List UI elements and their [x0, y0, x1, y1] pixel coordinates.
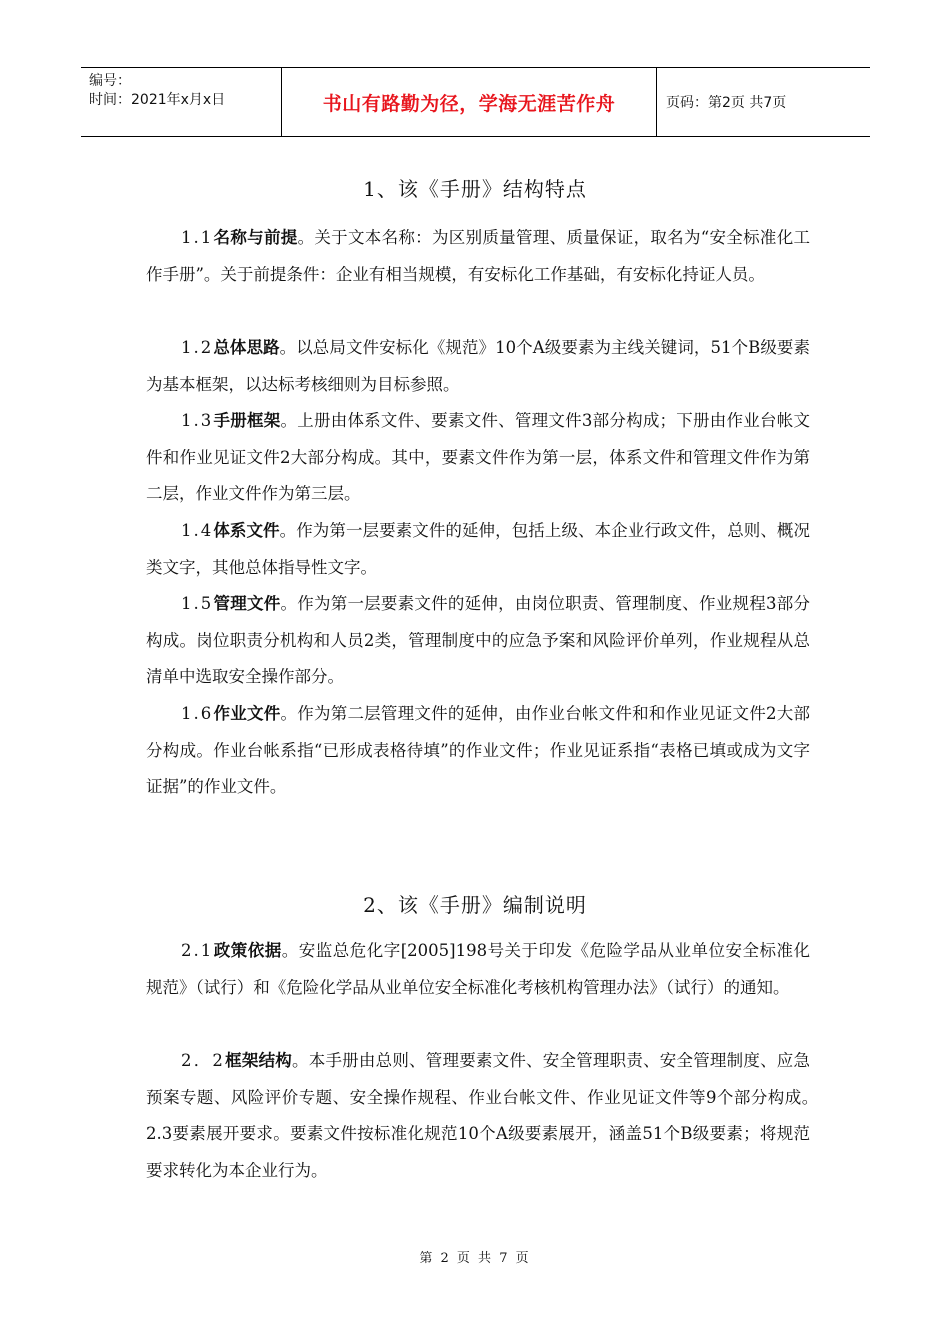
section1-title: 1、该《手册》结构特点 [363, 177, 587, 201]
document-date: 时间：2021年x月x日 [89, 92, 226, 108]
item-text: 。作为第二层管理文件的延伸，由作业台帐文件和和作业见证文件2大部分构成。作业台帐系指“已形成表格待填”的作业文件；作业见证系指“表格已填或成为文字证据”的作业文件。 [146, 704, 811, 796]
item-term: 管理文件 [213, 594, 281, 613]
item-number: 1.6 [181, 704, 214, 723]
item-term: 体系文件 [213, 521, 280, 540]
item-number: 1.5 [181, 594, 214, 613]
header-motto: 书山有路勤为径，学海无涯苦作舟 [281, 68, 657, 136]
section1-item-1-3 [146, 403, 810, 513]
section2-title: 2、该《手册》编制说明 [363, 893, 587, 917]
item-text: 。本手册由总则、管理要素文件、安全管理职责、安全管理制度、应急预案专题、风险评价专题、安全操作规程、作业台帐文件、作业见证文件等9个部分构成。 2.3要素展开要求。要素文件按标准化规范10个A级要素展开，涵盖51个B级要素；将规范要求转化为本企业行为。 [146, 1051, 843, 1180]
item-text: 。安监总危化字[2005]198号关于印发《危险学品从业单位安全标准化规范》（试行）和《危险化学品从业单位安全标准化考核机构管理办法》（试行）的通知。 [146, 941, 811, 997]
item-text: 。作为第一层要素文件的延伸，由岗位职责、管理制度、作业规程3部分构成。岗位职责分机构和人员2类，管理制度中的应急予案和风险评价单列，作业规程从总清单中选取安全操作部分。 [146, 594, 811, 686]
section1-item-1-5 [146, 586, 810, 696]
section1-item-1-1 [146, 220, 810, 293]
item-number: 2.1 [181, 941, 214, 960]
item-text: 。关于文本名称：为区别质量管理、质量保证，取名为“安全标准化工作手册”。关于前提条件：企业有相当规模，有安标化工作基础，有安标化持证人员。 [146, 228, 811, 284]
item-number: 1.4 [181, 521, 214, 540]
item-number: 1.1 [181, 228, 214, 247]
item-number: 1.2 [181, 338, 214, 357]
item-text: 。以总局文件安标化《规范》10个A级要素为主线关键词，51个B级要素为基本框架，以达标考核细则为目标参照。 [146, 338, 811, 394]
section1-item-1-6 [146, 696, 810, 806]
document-number-label: 编号： [89, 73, 131, 89]
header-table [81, 67, 870, 137]
section2-item-2-1 [146, 933, 810, 1006]
item-number: 1.3 [181, 411, 214, 430]
page-footer: 第 2 页 共 7 页 [419, 1251, 531, 1266]
item-term: 手册框架 [213, 411, 281, 430]
header-left-cell [81, 68, 281, 136]
item-text: 。作为第一层要素文件的延伸，包括上级、本企业行政文件，总则、概况类文字，其他总体指导性文字。 [146, 521, 811, 577]
section1-item-1-2 [146, 330, 810, 403]
section1-item-1-4 [146, 513, 810, 586]
item-term: 作业文件 [213, 704, 281, 723]
item-term: 总体思路 [213, 338, 280, 357]
header-page-info: 页码：第2页 共7页 [666, 95, 787, 111]
item-term: 名称与前提 [213, 228, 298, 247]
item-term: 政策依据 [213, 941, 282, 960]
item-term: 框架结构 [224, 1051, 293, 1070]
item-number: 2．2 [181, 1051, 225, 1070]
item-text: 。上册由体系文件、要素文件、管理文件3部分构成；下册由作业台帐文件和作业见证文件2大部分构成。其中，要素文件作为第一层，体系文件和管理文件作为第二层，作业文件作为第三层。 [146, 411, 811, 503]
section2-item-2-2 [146, 1043, 843, 1189]
